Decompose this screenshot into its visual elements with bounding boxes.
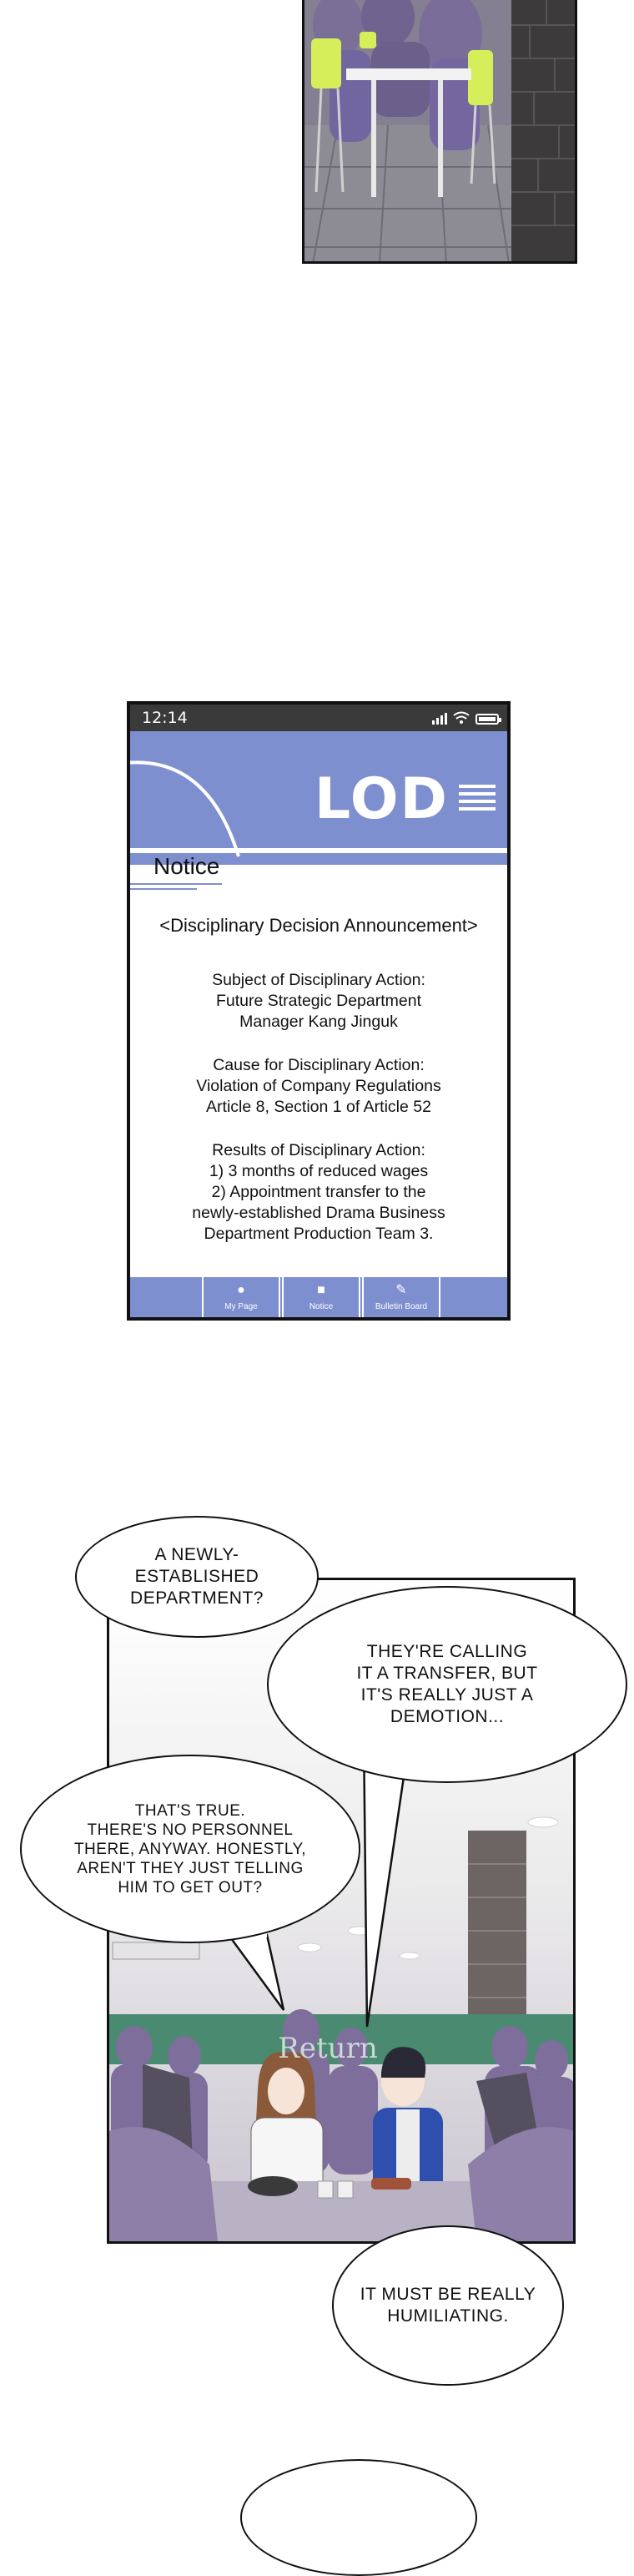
bubble-line: THEY'RE CALLING <box>366 1642 528 1661</box>
bubble-line: HUMILIATING. <box>387 2306 509 2326</box>
bubble-line: IT MUST BE REALLY <box>360 2285 536 2304</box>
bubble-line: DEMOTION... <box>390 1707 505 1726</box>
nav-label: Notice <box>309 1302 334 1311</box>
results-line: newly-established Drama Business <box>192 1204 445 1222</box>
cause-line: Cause for Disciplinary Action: <box>213 1056 425 1074</box>
nav-label: My Page <box>224 1302 258 1311</box>
notice-heading: Notice <box>153 853 220 879</box>
bubble-line: IT A TRANSFER, BUT <box>356 1664 538 1683</box>
app-logo: LOD <box>314 766 449 832</box>
bubble-line: THERE'S NO PERSONNEL <box>87 1821 294 1839</box>
speech-bubble-3 <box>20 1755 360 1943</box>
return-sign-text: Return <box>278 2032 378 2065</box>
document-icon: ■ <box>317 1283 325 1297</box>
bubble-line: THAT'S TRUE. <box>134 1801 246 1820</box>
nav-label: Bulletin Board <box>375 1302 428 1311</box>
results-line: Results of Disciplinary Action: <box>212 1141 425 1159</box>
status-time: 12:14 <box>142 709 188 727</box>
results-line: Department Production Team 3. <box>204 1225 434 1243</box>
speech-bubble-2 <box>267 1586 627 1783</box>
pen-icon: ✎ <box>395 1283 407 1297</box>
results-line: 2) Appointment transfer to the <box>211 1183 426 1201</box>
cause-line: Violation of Company Regulations <box>196 1077 441 1095</box>
cause-line: Article 8, Section 1 of Article 52 <box>206 1098 431 1116</box>
results-line: 1) 3 months of reduced wages <box>209 1162 429 1180</box>
bubble-line: DEPARTMENT? <box>130 1589 264 1608</box>
speech-bubble-partial <box>240 2459 477 2576</box>
bubble-line: HIM TO GET OUT? <box>118 1878 263 1897</box>
user-icon: ● <box>237 1283 245 1297</box>
bubble-line: ESTABLISHED <box>134 1567 259 1586</box>
speech-bubble-1 <box>75 1516 319 1638</box>
bubble-line: A NEWLY- <box>154 1545 239 1564</box>
announcement-title: <Disciplinary Decision Announcement> <box>159 915 478 936</box>
subject-line: Subject of Disciplinary Action: <box>212 971 425 989</box>
bubble-line: THERE, ANYWAY. HONESTLY, <box>73 1840 307 1858</box>
subject-line: Future Strategic Department <box>215 992 422 1010</box>
subject-line: Manager Kang Jinguk <box>239 1013 398 1031</box>
bubble-line: IT'S REALLY JUST A <box>360 1685 534 1705</box>
bubble-line: AREN'T THEY JUST TELLING <box>77 1859 304 1877</box>
speech-bubble-4 <box>332 2225 564 2386</box>
